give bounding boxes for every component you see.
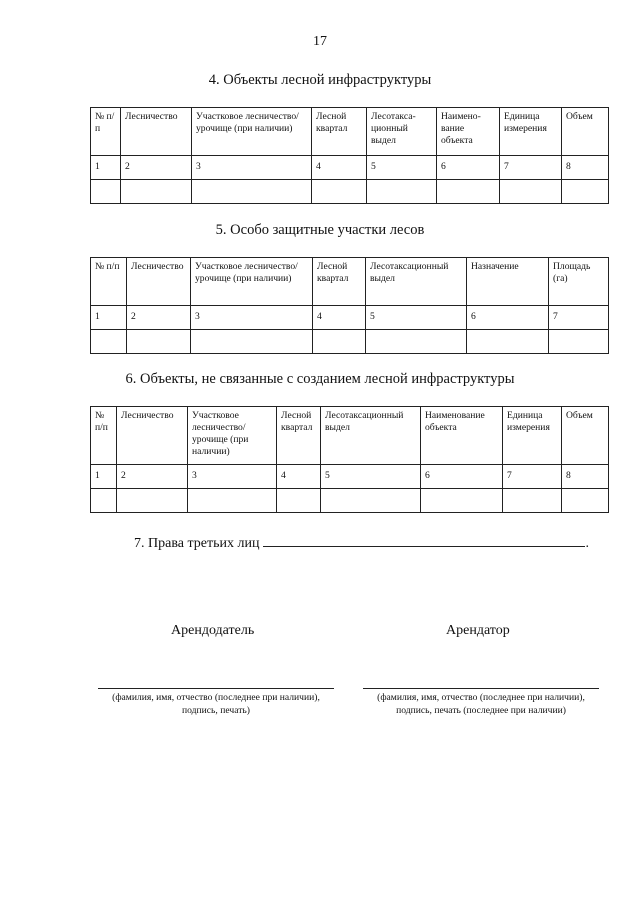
- header-cell: Лесной квартал: [313, 258, 366, 306]
- header-cell: Назначение: [467, 258, 549, 306]
- third-party-rights-blank-line: [263, 534, 585, 547]
- empty-cell: [127, 330, 191, 354]
- number-cell: 6: [421, 465, 503, 489]
- header-cell: № п/п: [91, 108, 121, 156]
- header-cell: Лесотаксационный выдел: [366, 258, 467, 306]
- empty-cell: [91, 330, 127, 354]
- number-cell: 8: [562, 156, 609, 180]
- header-cell: Объем: [562, 108, 609, 156]
- header-cell: Единица измерения: [500, 108, 562, 156]
- empty-cell: [366, 330, 467, 354]
- number-cell: 2: [121, 156, 192, 180]
- empty-cell: [277, 489, 321, 513]
- header-cell: Лесотаксационный выдел: [321, 407, 421, 465]
- header-cell: № п/п: [91, 258, 127, 306]
- empty-cell: [91, 489, 117, 513]
- empty-cell: [562, 180, 609, 204]
- empty-row: [91, 489, 609, 513]
- header-cell: Лесничество: [121, 108, 192, 156]
- number-cell: 2: [127, 306, 191, 330]
- number-cell: 6: [467, 306, 549, 330]
- number-cell: 5: [367, 156, 437, 180]
- header-cell: Объем: [562, 407, 609, 465]
- number-cell: 5: [321, 465, 421, 489]
- lessee-caption-line-2: подпись, печать (последнее при наличии): [396, 705, 566, 716]
- empty-cell: [312, 180, 367, 204]
- header-cell: Участковое лесничество/ урочище (при наличии): [188, 407, 277, 465]
- number-cell: 4: [312, 156, 367, 180]
- empty-cell: [503, 489, 562, 513]
- number-cell: 6: [437, 156, 500, 180]
- column-number-row: [91, 156, 609, 180]
- header-cell: Лесной квартал: [312, 108, 367, 156]
- number-cell: 3: [188, 465, 277, 489]
- lessee-title: Арендатор: [446, 623, 510, 638]
- number-cell: 7: [549, 306, 609, 330]
- header-cell: Лесной квартал: [277, 407, 321, 465]
- number-cell: 8: [562, 465, 609, 489]
- table-header-row: [91, 258, 609, 306]
- empty-cell: [91, 180, 121, 204]
- third-party-rights-end: .: [585, 536, 589, 551]
- header-cell: № п/п: [91, 407, 117, 465]
- lessee-caption-line-1: (фамилия, имя, отчество (последнее при наличии),: [377, 692, 585, 703]
- number-cell: 7: [503, 465, 562, 489]
- empty-cell: [121, 180, 192, 204]
- empty-row: [91, 330, 609, 354]
- empty-cell: [437, 180, 500, 204]
- section-5-title: 5. Особо защитные участки лесов: [215, 222, 425, 238]
- header-cell: Участковое лесничество/урочище (при наличии): [192, 108, 312, 156]
- section-4-title: 4. Объекты лесной инфраструктуры: [208, 72, 432, 88]
- number-cell: 2: [117, 465, 188, 489]
- empty-cell: [500, 180, 562, 204]
- column-number-row: [91, 465, 609, 489]
- number-cell: 1: [91, 306, 127, 330]
- header-cell: Лесотакса-ционный выдел: [367, 108, 437, 156]
- number-cell: 1: [91, 156, 121, 180]
- number-cell: 5: [366, 306, 467, 330]
- table-header-row: [91, 108, 609, 156]
- empty-cell: [549, 330, 609, 354]
- number-cell: 4: [277, 465, 321, 489]
- third-party-rights: [134, 534, 589, 552]
- section-6-title: 6. Объекты, не связанные с созданием лесной инфраструктуры: [125, 371, 515, 387]
- header-cell: Наимено-вание объекта: [437, 108, 500, 156]
- number-cell: 7: [500, 156, 562, 180]
- table-forest-infrastructure: [90, 107, 609, 204]
- lessee-caption: [350, 691, 612, 717]
- lessor-caption: [90, 691, 342, 717]
- number-cell: 3: [192, 156, 312, 180]
- empty-cell: [188, 489, 277, 513]
- empty-cell: [321, 489, 421, 513]
- empty-cell: [191, 330, 313, 354]
- empty-cell: [367, 180, 437, 204]
- lessor-signature-line: [98, 688, 334, 689]
- header-cell: Участковое лесничество/урочище (при наличии): [191, 258, 313, 306]
- column-number-row: [91, 306, 609, 330]
- lessor-title: Арендодатель: [171, 623, 255, 638]
- lessor-caption-line-2: подпись, печать): [182, 705, 250, 716]
- number-cell: 3: [191, 306, 313, 330]
- page-number: 17: [313, 34, 327, 49]
- header-cell: Лесничество: [127, 258, 191, 306]
- empty-cell: [313, 330, 366, 354]
- empty-row: [91, 180, 609, 204]
- table-header-row: [91, 407, 609, 465]
- third-party-rights-label: 7. Права третьих лиц: [134, 536, 260, 551]
- empty-cell: [421, 489, 503, 513]
- header-cell: Наименование объекта: [421, 407, 503, 465]
- empty-cell: [192, 180, 312, 204]
- empty-cell: [117, 489, 188, 513]
- header-cell: Лесничество: [117, 407, 188, 465]
- table-non-infrastructure-objects: [90, 406, 609, 513]
- lessor-caption-line-1: (фамилия, имя, отчество (последнее при наличии),: [112, 692, 320, 703]
- header-cell: Единица измерения: [503, 407, 562, 465]
- number-cell: 4: [313, 306, 366, 330]
- table-protected-areas: [90, 257, 609, 354]
- lessee-signature-line: [363, 688, 599, 689]
- number-cell: 1: [91, 465, 117, 489]
- empty-cell: [562, 489, 609, 513]
- empty-cell: [467, 330, 549, 354]
- header-cell: Площадь (га): [549, 258, 609, 306]
